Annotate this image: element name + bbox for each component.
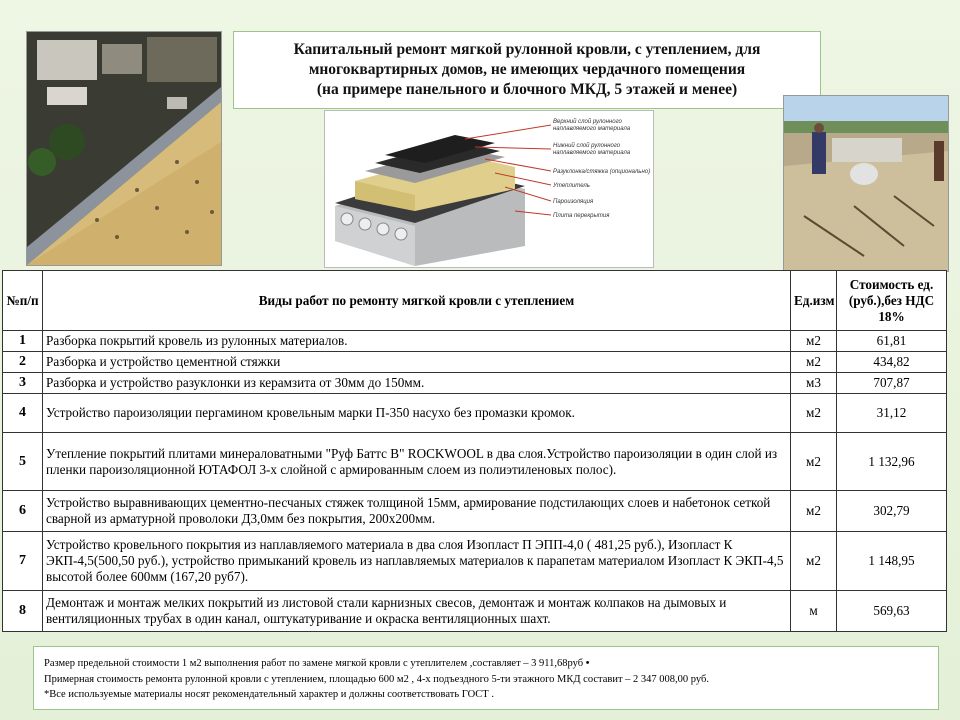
row-cost: 707,87 — [837, 373, 947, 394]
row-cost: 31,12 — [837, 394, 947, 433]
page-title — [233, 31, 821, 109]
header-work: Виды работ по ремонту мягкой кровли с утеплением — [43, 271, 791, 331]
table-row — [3, 491, 947, 532]
title-line-2: многоквартирных домов, не имеющих чердачного помещения — [308, 61, 746, 78]
row-num: 4 — [3, 394, 43, 433]
note-max-cost — [44, 656, 928, 672]
title-line-3: (на примере панельного и блочного МКД, 5 этажей и менее) — [316, 81, 738, 98]
row-work: Устройство пароизоляции пергамином кровельным марки П-350 насухо без промазки кромок. — [43, 394, 791, 433]
row-cost: 569,63 — [837, 591, 947, 632]
row-unit: м2 — [791, 394, 837, 433]
row-work: Разборка и устройство цементной стяжки — [43, 352, 791, 373]
works-table — [2, 270, 947, 632]
row-num: 3 — [3, 373, 43, 394]
row-unit: м2 — [791, 532, 837, 591]
roof-work-image — [784, 96, 948, 271]
table-row — [3, 352, 947, 373]
row-num: 7 — [3, 532, 43, 591]
roof-photo-right — [783, 95, 949, 272]
note-approx-cost: Примерная стоимость ремонта рулонной кровли с утеплением, площадью 600 м2 , 4-х подъездного 5-ти этажного МКД составит – 2 347 008,00 руб. — [44, 673, 709, 685]
row-cost: 61,81 — [837, 331, 947, 352]
row-unit: м3 — [791, 373, 837, 394]
note-gost: *Все используемые материалы носят рекомендательный характер и должны соответствовать ГОСТ . — [44, 689, 494, 700]
svg-text:наплавляемого материала: наплавляемого материала — [553, 126, 631, 132]
row-num: 1 — [3, 331, 43, 352]
roof-photo-left — [26, 31, 222, 266]
row-work: Устройство выравнивающих цементно-песчаных стяжек толщиной 15мм, армирование подстилающих слоев и набетонок сеткой сварной из арматурной проволоки Д3,0мм без покрытия, 200х200мм. — [43, 491, 791, 532]
label-bottom-layer: Нижний слой рулонного — [553, 143, 621, 149]
svg-text:наплавляемого материала: наплавляемого материала — [553, 150, 631, 156]
roof-layers-diagram — [324, 110, 654, 268]
row-num: 8 — [3, 591, 43, 632]
row-work: Устройство кровельного покрытия из наплавляемого материала в два слоя Изопласт П ЭПП-4,0 ( 481,25 руб.), Изопласт К ЭКП-4,5(500,50 руб.), устройство примыканий кровель из наплавляемых материалов к парапетам материалом Изопласт К ЭКП-4,5 высотой более 600мм (167,20 руб7). — [43, 532, 791, 591]
label-insulation: Утеплитель — [553, 183, 590, 189]
table-row — [3, 591, 947, 632]
row-unit: м — [791, 591, 837, 632]
label-vapor: Пароизоляция — [553, 199, 594, 205]
label-screed: Разуклонка/стяжка (опционально) — [553, 169, 651, 175]
note-max-cost-text: Размер предельной стоимости 1 м2 выполнения работ по замене мягкой кровли с утеплителем ,составляет – 3 911,68руб — [44, 658, 584, 669]
row-cost: 434,82 — [837, 352, 947, 373]
note-bullet: • — [583, 658, 590, 669]
row-unit: м2 — [791, 352, 837, 373]
header-unit: Ед.изм — [791, 271, 837, 331]
row-cost: 1 132,96 — [837, 433, 947, 491]
cost-notes — [33, 646, 939, 710]
label-top-layer: Верхний слой рулонного — [553, 119, 622, 125]
row-work: Утепление покрытий плитами минераловатными "Руф Баттс В" ROCKWOOL в два слоя.Устройство пароизоляции в один слой из пленки пароизоляционной ЮТАФОЛ 3-х слойной с армированным слоем из полиэтиленовых полос). — [43, 433, 791, 491]
table-row — [3, 394, 947, 433]
roof-layers-illustration — [325, 111, 653, 267]
header-cost: Стоимость ед. (руб.),без НДС 18% — [837, 271, 947, 331]
row-cost: 302,79 — [837, 491, 947, 532]
row-unit: м2 — [791, 491, 837, 532]
table-row — [3, 433, 947, 491]
row-num: 5 — [3, 433, 43, 491]
row-unit: м2 — [791, 433, 837, 491]
title-line-1: Капитальный ремонт мягкой рулонной кровли, с утеплением, для — [293, 41, 761, 58]
header-num: №п/п — [3, 271, 43, 331]
row-num: 6 — [3, 491, 43, 532]
row-work: Демонтаж и монтаж мелких покрытий из листовой стали карнизных свесов, демонтаж и монтаж колпаков на дымовых и вентиляционных трубах в один канал, оштукатуривание и окраска вентиляционных шахт. — [43, 591, 791, 632]
row-work: Разборка и устройство разуклонки из керамзита от 30мм до 150мм. — [43, 373, 791, 394]
table-row — [3, 532, 947, 591]
table-row — [3, 373, 947, 394]
row-num: 2 — [3, 352, 43, 373]
roof-edge-image — [27, 32, 221, 265]
row-work: Разборка покрытий кровель из рулонных материалов. — [43, 331, 791, 352]
row-unit: м2 — [791, 331, 837, 352]
label-slab: Плита перекрытия — [553, 213, 610, 219]
table-header-row — [3, 271, 947, 331]
table-row — [3, 331, 947, 352]
row-cost: 1 148,95 — [837, 532, 947, 591]
